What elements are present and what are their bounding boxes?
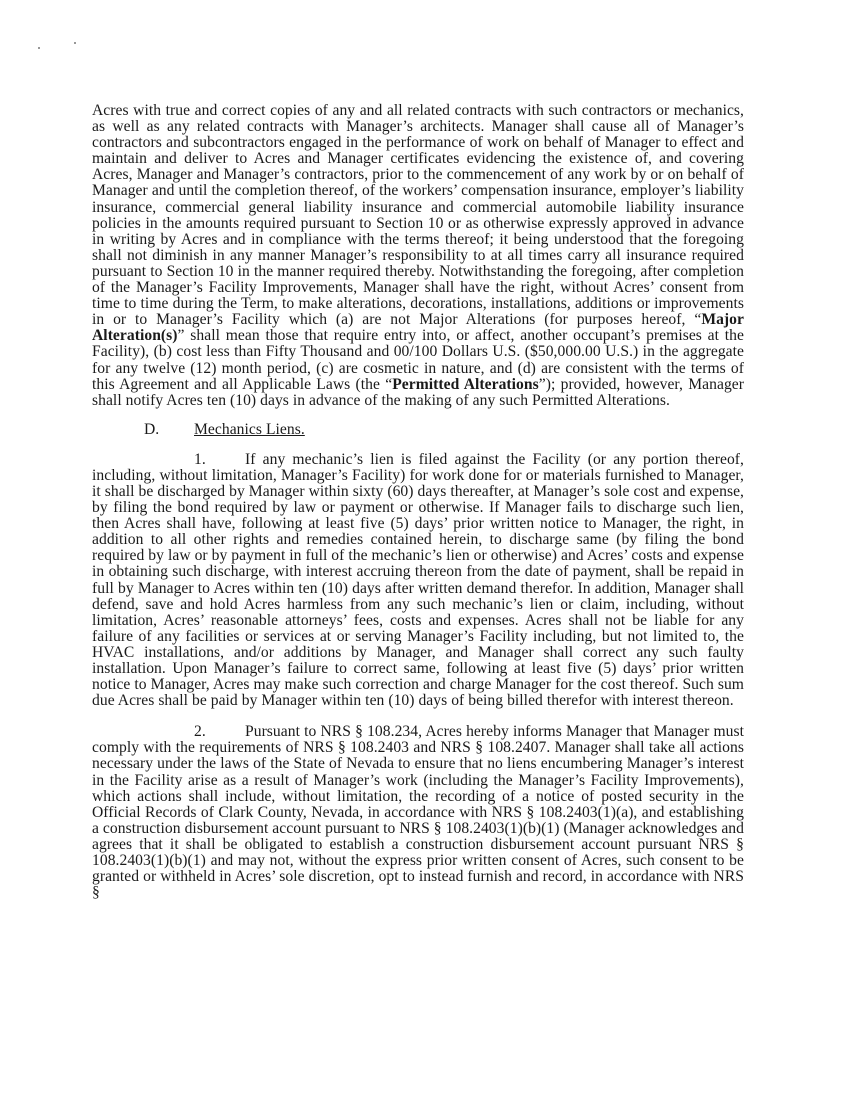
item-number: 1. <box>194 450 206 468</box>
section-title: Mechanics Liens. <box>194 420 305 438</box>
defined-term-permitted-alterations: Permitted Alterations <box>392 375 539 393</box>
list-item <box>92 452 744 710</box>
intro-text-3: ”); provided, however, Manager shall notify Acres ten (10) days in advance of the making of any such Permitted Alterations. <box>92 375 745 409</box>
intro-text-2: ” shall mean those that require entry into, or affect, another occupant’s premises at the Facility), (b) cost less than Fifty Thousand and 00/100 Dollars U.S. ($50,000.00 U.S.) in the aggregate for any twelve (12) month period, (c) are cosmetic in nature, and (d) are consistent with the terms of this Agreement and all Applicable Laws (the “ <box>92 327 744 393</box>
section-heading <box>92 422 744 438</box>
item-number: 2. <box>194 723 206 741</box>
item-text: Pursuant to NRS § 108.234, Acres hereby informs Manager that Manager must comply with the requirements of NRS § 108.2403 and NRS § 108.2407. Manager shall take all actions necessary under the laws of the State of Nevada to ensure that no liens encumbering Manager’s interest in the Facility arise as a result of Manager’s work (including the Manager’s Facility Improvements), which actions shall include, without limitation, the recording of a notice of posted security in the Official Records of Clark County, Nevada, in accordance with NRS § 108.2403(1)(a), and establishing a construction disbursement account pursuant to NRS § 108.2403(1)(b)(1) (Manager acknowledges and agrees that it shall be obligated to establish a construction disbursement account pursuant NRS § 108.2403(1)(b)(1) and may not, without the express prior written consent of Acres, such consent to be granted or withheld in Acres’ sole discretion, opt to instead furnish and record, in accordance with NRS § <box>92 723 744 902</box>
item-text: If any mechanic’s lien is filed against the Facility (or any portion thereof, including, without limitation, Manager’s Facility) for work done for or materials furnished to Manager, it shall be discharged by Manager within sixty (60) days thereafter, at Manager’s sole cost and expense, by filing the bond required by law or payment or otherwise. If Manager fails to discharge such lien, then Acres shall have, following at least five (5) days’ prior written notice to Manager, the right, in addition to all other rights and remedies contained herein, to discharge same (by filing the bond required by law or by payment in full of the mechanic’s lien or otherwise) and Acres’ costs and expense in obtaining such discharge, with interest accruing thereon from the date of payment, shall be repaid in full by Manager to Acres within ten (10) days after written demand therefor. In addition, Manager shall defend, save and hold Acres harmless from any such mechanic’s lien or claim, including, without limitation, Acres’ reasonable attorneys’ fees, costs and expenses. Acres shall not be liable for any failure of any facilities or services at or serving Manager’s Facility including, but not limited to, the HVAC installations, and/or additions by Manager, and Manager shall correct any such faulty installation. Upon Manager’s failure to correct same, following at least five (5) days’ prior written notice to Manager, Acres may make such correction and charge Manager for the cost thereof. Such sum due Acres shall be paid by Manager within ten (10) days of being billed therefor with interest thereon. <box>92 450 744 710</box>
section-letter: D. <box>144 420 160 438</box>
list-item <box>92 724 744 901</box>
document-page <box>92 103 744 901</box>
scan-specks <box>30 38 90 50</box>
intro-paragraph <box>92 103 744 409</box>
intro-text-1: Acres with true and correct copies of any and all related contracts with such contractors or mechanics, as well as any related contracts with Manager’s architects. Manager shall cause all of Manager’s contractors and subcontractors engaged in the performance of work on behalf of Manager to effect and maintain and deliver to Acres and Manager certificates evidencing the existence of, and covering Acres, Manager and Manager’s contractors, prior to the commencement of any work by or on behalf of Manager and until the completion thereof, of the workers’ compensation insurance, employer’s liability insurance, commercial general liability insurance and commercial automobile liability insurance policies in the amounts required pursuant to Section 10 or as otherwise expressly approved in advance in writing by Acres and in compliance with the terms thereof; it being understood that the foregoing shall not diminish in any manner Manager’s responsibility to at all times carry all insurance required pursuant to Section 10 in the manner required thereby. Notwithstanding the foregoing, after completion of the Manager’s Facility Improvements, Manager shall have the right, without Acres’ consent from time to time during the Term, to make alterations, decorations, installations, additions or improvements in or to Manager’s Facility which (a) are not Major Alterations (for purposes hereof, “ <box>92 102 744 329</box>
defined-term-major-alterations: Major Alteration(s) <box>92 311 744 345</box>
